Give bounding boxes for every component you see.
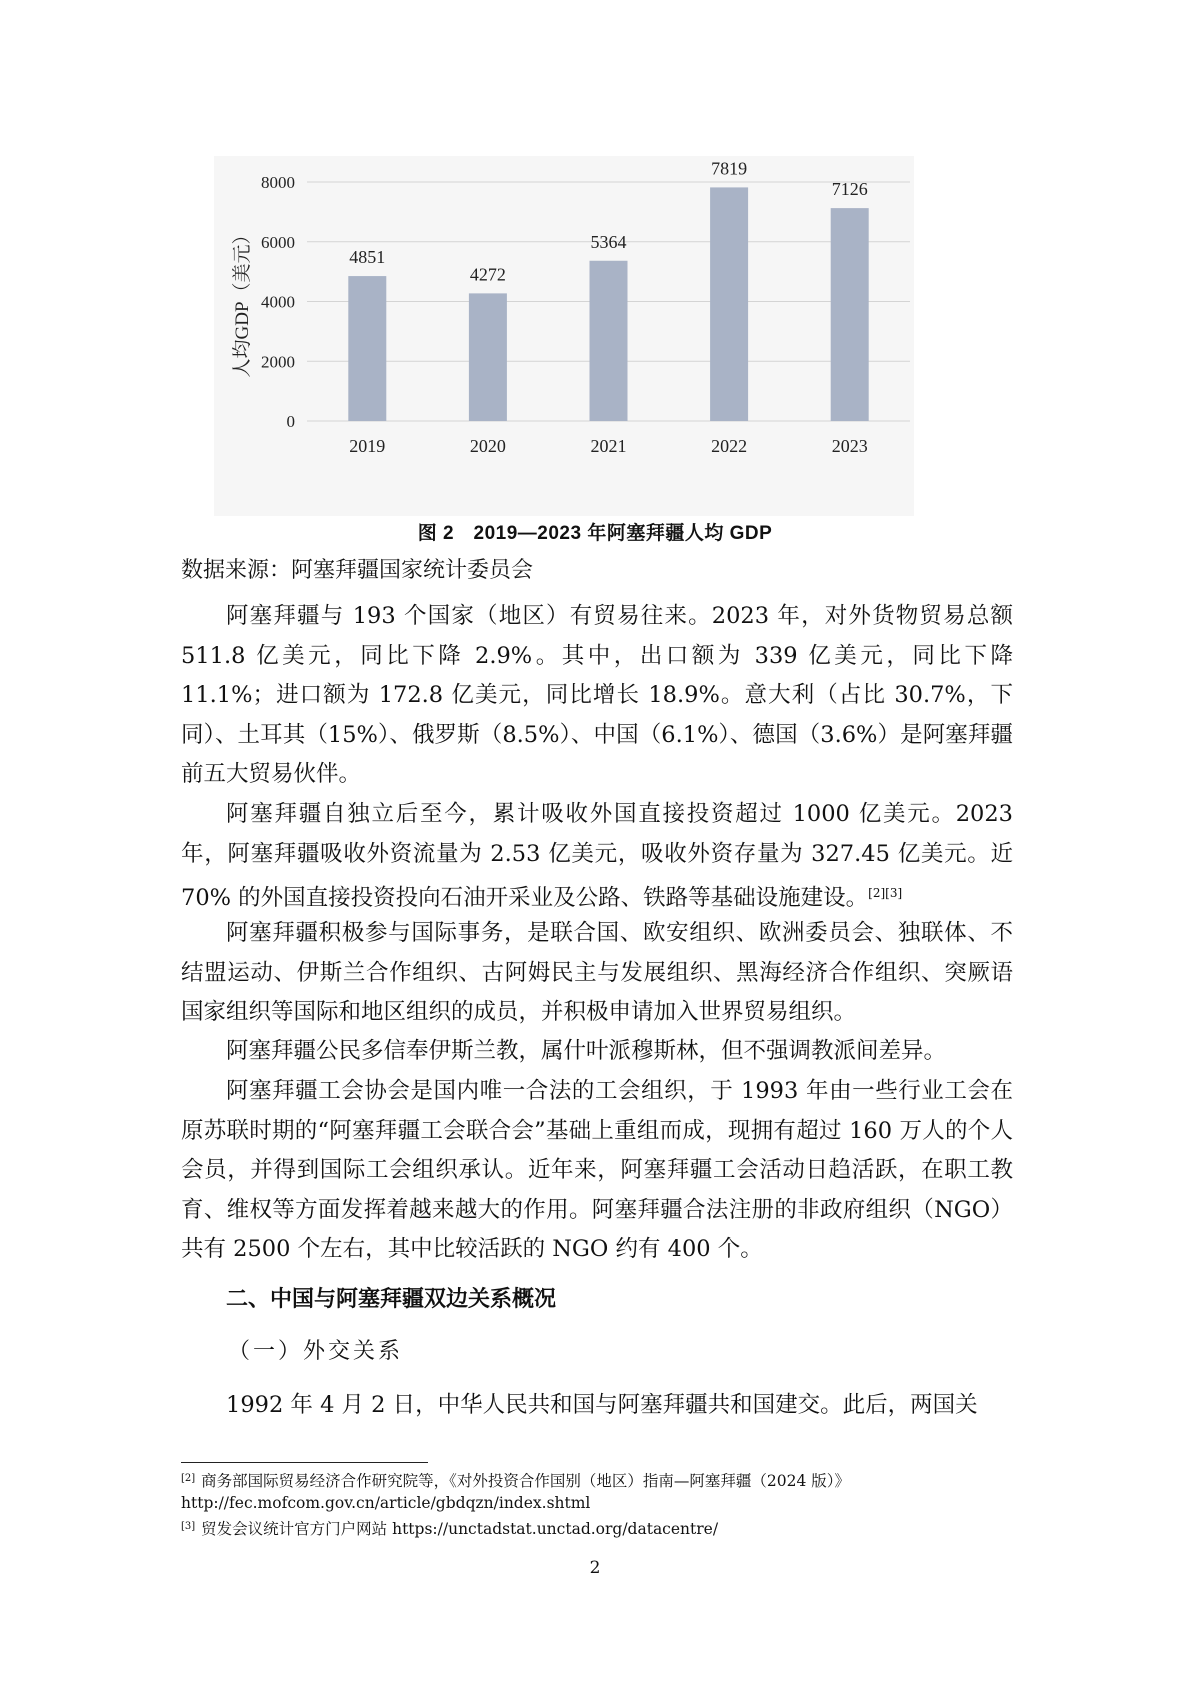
x-tick-label: 2022 <box>711 436 748 456</box>
footnote-2-text: 商务部国际贸易经济合作研究院等，《对外投资合作国别（地区）指南—阿塞拜疆（2024 版）》 <box>201 1472 851 1490</box>
gdp-bar-chart <box>214 156 914 516</box>
bar <box>348 276 386 421</box>
paragraph-trade: 阿塞拜疆与 193 个国家（地区）有贸易往来。2023 年，对外货物贸易总额 511.8 亿美元，同比下降 2.9%。其中，出口额为 339 亿美元，同比下降 11.1%；进口额为 172.8 亿美元，同比增长 18.9%。意大利（占比 30.7%，下同）、土耳其（15%）、俄罗斯（8.5%）、中国（6.1%）、德国（3.6%）是阿塞拜疆前五大贸易伙伴。 <box>181 603 1013 787</box>
paragraph-religion: 阿塞拜疆公民多信奉伊斯兰教，属什叶派穆斯林，但不强调教派间差异。 <box>226 1038 947 1064</box>
chart-svg <box>214 156 914 516</box>
x-tick-label: 2020 <box>469 436 506 456</box>
x-tick-label: 2019 <box>349 436 386 456</box>
bar <box>831 208 869 421</box>
bar <box>590 261 628 421</box>
y-tick-label: 8000 <box>261 173 295 192</box>
y-tick-label: 2000 <box>261 352 295 372</box>
data-label: 7126 <box>831 179 868 200</box>
paragraph-international: 阿塞拜疆积极参与国际事务，是联合国、欧安组织、欧洲委员会、独联体、不结盟运动、伊斯兰合作组织、古阿姆民主与发展组织、黑海经济合作组织、突厥语国家组织等国际和地区组织的成员，并积极申请加入世界贸易组织。 <box>181 920 1013 1025</box>
data-label: 7819 <box>711 158 748 179</box>
data-label: 4851 <box>349 247 386 268</box>
footnote-3-text: 贸发会议统计官方门户网站 https://unctadstat.unctad.org/datacentre/ <box>201 1520 719 1538</box>
footnote-3-mark: [3] <box>181 1521 196 1532</box>
section-heading: 二、中国与阿塞拜疆双边关系概况 <box>226 1287 557 1312</box>
footnote-2-mark: [2] <box>181 1473 196 1484</box>
page-number: 2 <box>589 1558 601 1578</box>
data-label: 4272 <box>469 264 506 285</box>
figure-caption: 图 2 2019—2023 年阿塞拜疆人均 GDP <box>417 523 773 544</box>
paragraph-trade-unions: 阿塞拜疆工会协会是国内唯一合法的工会组织，于 1993 年由一些行业工会在原苏联时期的“阿塞拜疆工会联合会”基础上重组而成，现拥有超过 160 万人的个人会员，并得到国际工会组织承认。近年来，阿塞拜疆工会活动日趋活跃，在职工教育、维权等方面发挥着越来越大的作用。阿塞拜疆合法注册的非政府组织（NGO）共有 2500 个左右，其中比较活跃的 NGO 约有 400 个。 <box>181 1078 1013 1262</box>
footnote-divider <box>181 1462 428 1463</box>
x-tick-label: 2021 <box>590 436 627 456</box>
x-tick-label: 2023 <box>831 436 868 456</box>
y-axis-label: 人均GDP（美元） <box>232 225 253 378</box>
subsection-heading: （一）外交关系 <box>228 1339 404 1364</box>
paragraph-investment <box>181 795 1013 919</box>
footnote-2 <box>181 1468 850 1514</box>
footnote-3 <box>181 1516 718 1540</box>
y-tick-label: 4000 <box>261 292 295 312</box>
paragraph-investment-text: 阿塞拜疆自独立后至今，累计吸收外国直接投资超过 1000 亿美元。2023 年，阿塞拜疆吸收外资流量为 2.53 亿美元，吸收外资存量为 327.45 亿美元。近 70% 的外国直接投资投向石油开采业及公路、铁路等基础设施建设。 <box>181 801 1013 911</box>
paragraph-diplomacy: 1992 年 4 月 2 日，中华人民共和国与阿塞拜疆共和国建交。此后，两国关 <box>226 1392 978 1418</box>
figure-source: 数据来源：阿塞拜疆国家统计委员会 <box>181 558 534 583</box>
bar <box>710 187 748 421</box>
y-tick-label: 0 <box>286 412 295 431</box>
y-tick-label: 6000 <box>261 232 295 252</box>
bar <box>469 293 507 421</box>
footnote-refs: [2][3] <box>868 886 903 900</box>
footnote-2-url: http://fec.mofcom.gov.cn/article/gbdqzn/index.shtml <box>181 1494 591 1512</box>
data-label: 5364 <box>590 231 627 252</box>
